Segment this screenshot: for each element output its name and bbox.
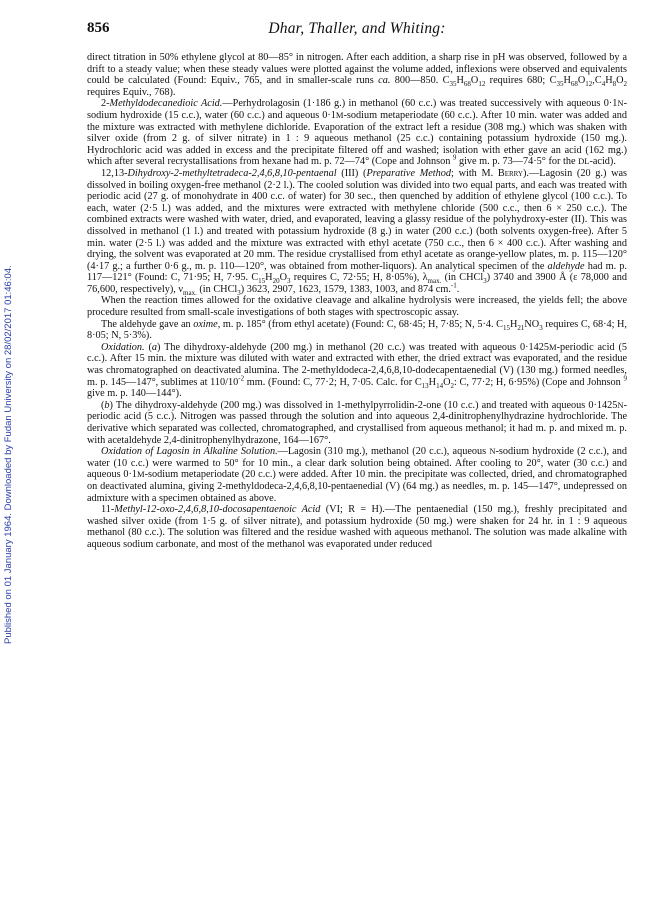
paragraph: Oxidation of Lagosin in Alkaline Solution.—Lagosin (310 mg.), methanol (20 c.c.), aqueous N-sodium hydroxide (2 c.c.), and water (10 c.c.) were warmed to 50° for 10 min., a clear dark solution being obtained. After cooling to 20°, water (30 c.c.) and aqueous 0·1M-sodium metaperiodate (20 c.c.) were added. After 10 min. the precipitate was collected, dried, and chromatographed on deactivated alumina, giving 2-methyldodeca-2,4,6,8,10-pentaenedial (V) (64 mg.) as needles, m. p. 145—147°, undepressed on admixture with a specimen obtained as above. — [87, 446, 627, 504]
running-title: Dhar, Thaller, and Whiting: — [268, 20, 446, 37]
download-watermark: Published on 01 January 1964. Downloaded by Fudan University on 28/02/2017 01:46:04. — [3, 265, 14, 645]
paragraph: Oxidation. (a) The dihydroxy-aldehyde (200 mg.) in methanol (20 c.c.) was treated with aqueous 0·1425M-periodic acid (5 c.c.). After 15 min. the mixture was diluted with water and extracted with ether, the dried extract was evaporated, and the residue was chromatographed on deactivated alumina. The 2-methyldodeca-2,4,6,8,10-dodecapentaenedial (V) (130 mg.) formed needles, m. p. 145—147°, sublimes at $110/10^{-2}$ mm. (Found: C, 77·2; H, 7·05. Calc. for $C_{13}H_{14}O_2$: C, 77·2; H, 6·95%) (Cope and Johnson $^9$ give m. p. 140—144°). — [87, 341, 627, 400]
page-header — [87, 20, 627, 40]
page-number: 856 — [87, 20, 110, 36]
paragraph: 11-Methyl-12-oxo-2,4,6,8,10-docosapentaenoic Acid (VI; R = H).—The pentaenedial (150 mg.), freshly precipitated and washed silver oxide (from 1·5 g. of silver nitrate), and potassium hydroxide (50 mg.) were shaken for 24 hr. in 1 : 9 aqueous methanol (80 c.c.). The solution was filtered and the residue washed with aqueous methanol. The solution was made alkaline with aqueous sodium carbonate, and most of the methanol was evaporated under reduced — [87, 504, 627, 550]
paragraph: When the reaction times allowed for the oxidative cleavage and alkaline hydrolysis were increased, the yields fell; the above procedure resulted from small-scale investigations of both stages with spectroscopic assay. — [87, 295, 627, 319]
paragraph: (b) The dihydroxy-aldehyde (200 mg.) was dissolved in 1-methylpyrrolidin-2-one (10 c.c.) and treated with aqueous 0·1425N-periodic acid (5 c.c.). Nitrogen was passed through the solution and into aqueous 2,4-dinitrophenylhydrazine hydrochloride. The derivative which separated was collected, chromatographed, and crystallised from aqueous methanol; it had m. p. and mixed m. p. with acetaldehyde 2,4-dinitrophenylhydrazone, 164—167°. — [87, 399, 627, 446]
paragraph: The aldehyde gave an oxime, m. p. 185° (from ethyl acetate) (Found: C, 68·45; H, 7·85; N, 5·4. $C_{15}H_{21}NO_3$ requires C, 68·4; H, 8·05; N, 5·3%). — [87, 318, 627, 342]
article-body — [87, 52, 627, 551]
paragraph: 2-Methyldodecanedioic Acid.—Perhydrolagosin (1·186 g.) in methanol (60 c.c.) was treated successively with aqueous 0·1N-sodium hydroxide (15 c.c.), water (60 c.c.) and aqueous 0·1M-sodium metaperiodate (60 c.c.). After 10 min. water was added and the mixture was extracted with methylene dichloride. Evaporation of the extract left a residue (308 mg.) which was shaken with silver oxide (from 2 g. of silver nitrate) in 1 : 9 aqueous methanol (25 c.c.) containing potassium hydroxide (150 mg.). Hydrochloric acid was added in excess and the precipitate filtered off and washed; isolation with ether gave an acid (162 mg.) which after several recrystallisations from hexane had m. p. 72—74° (Cope and Johnson $^9$ give m. p. 73—74·5° for the DL-acid). — [87, 98, 628, 168]
paragraph: 12,13-Dihydroxy-2-methyltetradeca-2,4,6,8,10-pentaenal (III) (Preparative Method; with M. Berry).—Lagosin (20 g.) was dissolved in boiling oxygen-free methanol (2·2 l.). The cooled solution was divided into two equal parts, and each was treated with periodic acid (27 g. of monohydrate in 400 c.c. of water) for 30 sec., then quenched by addition of ethylene glycol (100 c.c.). To each, water (2·5 l.) was added, and the mixtures were extracted with methylene chloride (500 c.c., then 6 × 250 c.c.). The combined extracts were washed with water, dried, and evaporated, leaving a glassy residue of the polyhydroxy-ester (II). This was dissolved in methanol (1 l.) and treated with potassium hydroxide (8 g.) in water (200 c.c.) (both solvents oxygen-free). After 5 min. water (2·5 l.) was added and the mixture was extracted with ethyl acetate (750 c.c., then 6 × 400 c.c.). After washing and drying, the solvent was evaporated at 20 mm. The residue crystallised from ethyl acetate as orange-yellow plates, m. p. 115—120° (4·17 g.; a further 0·6 g., m. p. 110—120°, was obtained from mother-liquors). An analytical specimen of the aldehyde had m. p. 117—121° (Found: C, 71·95; H, 7·95. $C_{15}H_{20}O_3$ requires C, 72·55; H, 8·05%), $\lambda_{max.}$ (in CHCl$_3$) 3740 and 3900 Å (ε 78,000 and 76,600, respectively), $\nu_{max.}$ (in CHCl$_3$) 3623, 2907, 1623, 1579, 1383, 1003, and 874 cm.$^{-1}$. — [87, 167, 628, 297]
paragraph: direct titration in 50% ethylene glycol at 80—85° in nitrogen. After each addition, a sharp rise in pH was observed, followed by a drift to a steady value; when these steady values were plotted against the volume added, inflexions were observed and equivalents could be calculated (Found: Equiv., 765, and in smaller-scale runs ca. 800—850. $C_{35}H_{68}O_{12}$ requires 680; $C_{35}H_{68}O_{12},C_4H_8O_2$ requires Equiv., 768). — [87, 52, 627, 98]
